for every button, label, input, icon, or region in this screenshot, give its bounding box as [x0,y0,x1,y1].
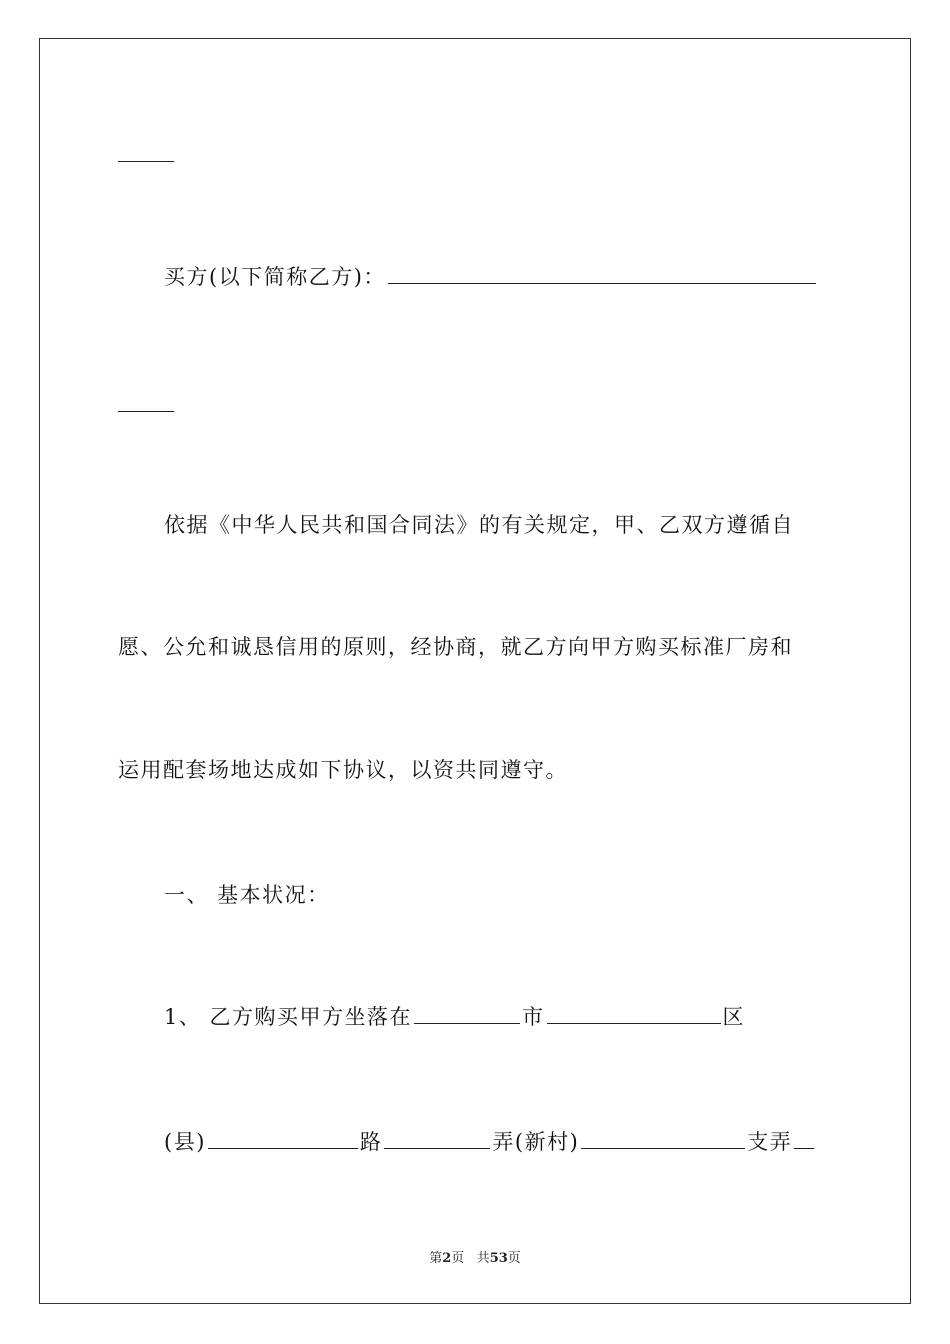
section-heading: 一、 基本状况： [164,883,330,907]
page-current: 2 [442,1251,452,1266]
page-total: 53 [489,1251,508,1266]
county-blank[interactable] [208,1128,358,1149]
fill-in-blank[interactable] [118,391,174,412]
total-prefix: 共 [476,1251,490,1266]
county-label: (县) [164,1130,206,1154]
blank-line-1 [118,140,835,170]
page-suffix: 页 [451,1251,465,1266]
road-blank[interactable] [384,1128,490,1149]
page-border [39,38,911,1304]
item-1-line-2 [164,1127,835,1157]
item-1-line-1 [164,1002,835,1032]
buyer-name-blank[interactable] [388,263,816,284]
fill-in-blank[interactable] [118,141,174,162]
paragraph-line: 运用配套场地达成如下协议，以资共同遵守。 [118,758,568,782]
buyer-label: 买方(以下简称乙方)： [164,265,386,289]
buyer-line [164,262,835,292]
blank-line-2 [118,390,835,420]
road-label: 路 [359,1130,383,1154]
item-1-prefix: 1、 乙方购买甲方坐落在 [164,1005,413,1029]
page-footer [0,1247,950,1266]
total-suffix: 页 [507,1251,521,1266]
lane-label: 弄(新村) [492,1130,580,1154]
branch-lane-blank[interactable] [794,1128,814,1149]
city-label: 市 [522,1005,545,1029]
lane-blank[interactable] [581,1128,745,1149]
city-blank[interactable] [414,1003,520,1024]
district-label: 区 [722,1005,746,1029]
paragraph-line: 愿、公允和诚恳信用的原则，经协商，就乙方向甲方购买标准厂房和 [118,635,793,659]
page-prefix: 第 [429,1251,443,1266]
district-blank[interactable] [547,1003,721,1024]
branch-lane-label: 支弄 [747,1130,793,1154]
paragraph-line: 依据《中华人民共和国合同法》的有关规定，甲、乙双方遵循自 [164,513,794,537]
